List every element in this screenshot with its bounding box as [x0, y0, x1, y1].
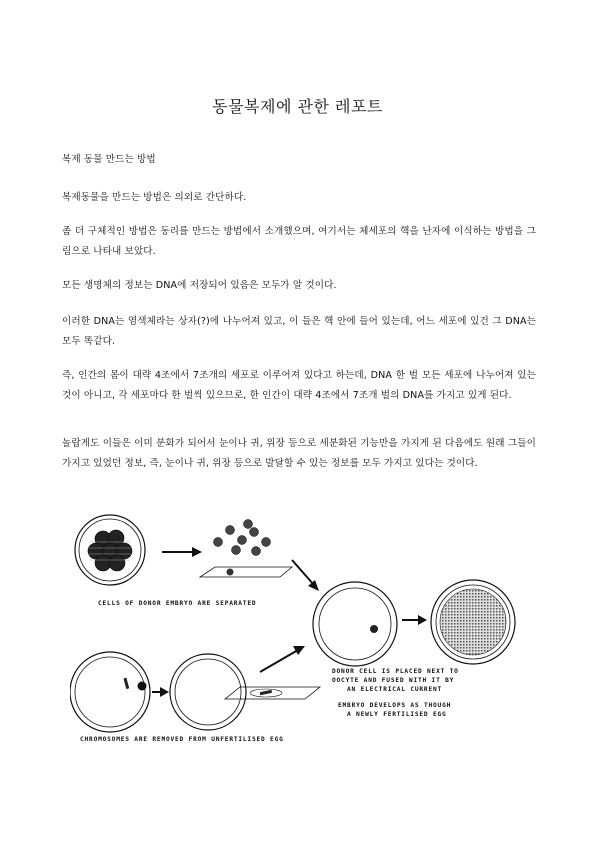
caption-fused-line-3: AN ELECTRICAL CURRENT: [347, 686, 443, 693]
arrow-icon: [162, 547, 202, 557]
paragraph: 즉, 인간의 몸이 대략 4조에서 7조개의 세포로 이루어져 있다고 하는데, DNA 한 벌 모든 세포에 나누어져 있는 것이 아니고, 각 세포마다 한 벌씩 있으므로, 한 인간이 대략 4조에서 7조개 벌의 DNA를 가지고 있게 된다.: [62, 370, 536, 401]
caption-fused-line-2: OOCYTE AND FUSED WITH IT BY: [332, 677, 455, 684]
arrow-icon: [292, 560, 319, 591]
arrow-icon: [152, 687, 169, 697]
arrow-icon: [260, 646, 305, 672]
paragraph: 이러한 DNA는 염색체라는 상자(?)에 나누어져 있고, 이 들은 핵 안에 들어 있는데, 어느 세포에 있건 그 DNA는 모두 똑같다.: [62, 316, 536, 347]
caption-develops-line-2: A NEWLY FERTILISED EGG: [347, 711, 447, 718]
removed-chromosomes-image: [225, 687, 320, 699]
caption-removed: CHROMOSOMES ARE REMOVED FROM UNFERTILISED EGG: [80, 736, 284, 743]
paragraph: 좀 더 구체적인 방법은 동리를 만드는 방법에서 소개했으며, 여기서는 체세포의 핵을 난자에 이식하는 방법을 그림으로 나타내 보았다.: [62, 226, 536, 257]
developing-embryo-image: [431, 580, 515, 664]
arrow-icon: [402, 615, 427, 625]
separated-cells-image: [200, 520, 292, 578]
page-title: 동물복제에 관한 레포트: [212, 97, 383, 116]
donor-embryo-image: [75, 515, 145, 585]
enucleated-egg-image: [170, 654, 246, 730]
unfertilised-egg-image: [70, 652, 150, 732]
paragraph: 모든 생명체의 정보는 DNA에 저장되어 있음은 모두가 알 것이다.: [62, 280, 337, 291]
paragraph: 복제동물을 만드는 방법은 의외로 간단하다.: [62, 192, 247, 203]
fusion-egg-image: [313, 582, 397, 666]
caption-develops-line-1: EMBRYO DEVELOPS AS THOUGH: [338, 702, 452, 709]
cloning-diagram: [70, 512, 540, 747]
caption-fused-line-1: DONOR CELL IS PLACED NEXT TO: [332, 668, 459, 675]
paragraph: 놀랍게도 이들은 이미 분화가 되어서 눈이나 귀, 위장 등으로 세분화된 기능만을 가지게 된 다음에도 원래 그들이 가지고 있었던 정보, 즉, 눈이나 귀, 위장 등으로 발달할 수 있는 정보를 모두 가지고 있다는 것이다.: [62, 438, 536, 469]
caption-separated: CELLS OF DONOR EMBRYO ARE SEPARATED: [98, 600, 257, 607]
section-heading: 복제 동물 만드는 방법: [62, 154, 156, 165]
